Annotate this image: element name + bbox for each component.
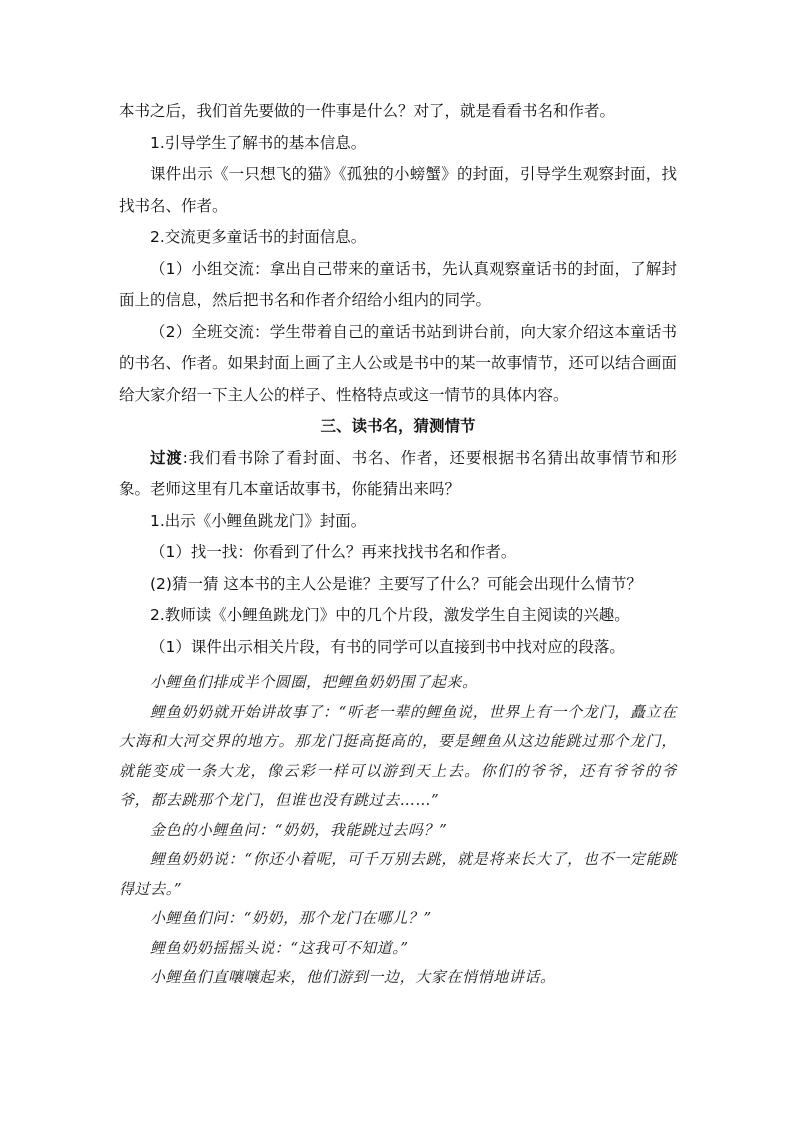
paragraph-intro: 本书之后，我们首先要做的一件事是什么？对了，就是看看书名和作者。 xyxy=(119,102,616,120)
item-1-a: （1）找一找：你看到了什么？再来找找书名和作者。 xyxy=(150,543,517,561)
document-body xyxy=(119,96,677,993)
excerpt-paragraph: 小鲤鱼们问：“奶奶，那个龙门在哪儿？” xyxy=(150,909,432,927)
excerpt-paragraph: 鲤鱼奶奶说：“你还小着呢，可千万别去跳，就是将来长大了，也不一定能跳得过去。” xyxy=(119,850,677,898)
transition-label: 过渡 xyxy=(150,448,183,467)
paragraph-group-exchange: （1）小组交流：拿出自己带来的童话书，先认真观察童话书的封面，了解封面上的信息，然后把书名和作者介绍给小组内的同学。 xyxy=(119,259,677,309)
item-1-b: (2)猜一猜 这本书的主人公是谁？主要写了什么？可能会出现什么情节？ xyxy=(150,574,642,593)
excerpt-paragraph: 小鲤鱼们排成半个圆圈，把鲤鱼奶奶围了起来。 xyxy=(150,673,478,691)
excerpt-paragraph: 鲤鱼奶奶就开始讲故事了：“听老一辈的鲤鱼说，世界上有一个龙门，矗立在大海和大河交界的地方。那龙门挺高挺高的，要是鲤鱼从这边能跳过那个龙门，就能变成一条大龙，像云彩一样可以游到天上去。你们的爷爷，还有爷爷的爷爷，都去跳那个龙门，但谁也没有跳过去……” xyxy=(119,702,677,809)
excerpt-paragraph: 小鲤鱼们直嚷嚷起来，他们游到一边，大家在悄悄地讲话。 xyxy=(150,968,556,986)
paragraph-transition xyxy=(119,443,677,506)
step-2: 2.交流更多童话书的封面信息。 xyxy=(150,228,367,246)
excerpt-paragraph: 金色的小鲤鱼问：“奶奶，我能跳过去吗？” xyxy=(150,820,448,839)
transition-text: :我们看书除了看封面、书名、作者，还要根据书名猜出故事情节和形象。老师这里有几本童话故事书，你能猜出来吗？ xyxy=(119,448,677,498)
step-1: 1.引导学生了解书的基本信息。 xyxy=(150,133,367,152)
paragraph-class-exchange: （2）全班交流：学生带着自己的童话书站到讲台前，向大家介绍这本童话书的书名、作者。如果封面上画了主人公或是书中的某一故事情节，还可以结合画面给大家介绍一下主人公的样子、性格特点或这一情节的具体内容。 xyxy=(119,322,678,404)
item-2: 2.教师读《小鲤鱼跳龙门》中的几个片段，激发学生自主阅读的兴趣。 xyxy=(150,606,630,624)
item-1: 1.出示《小鲤鱼跳龙门》封面。 xyxy=(150,511,367,530)
story-excerpt xyxy=(119,668,677,993)
section-heading: 三、读书名，猜测情节 xyxy=(320,417,476,435)
excerpt-paragraph: 鲤鱼奶奶摇摇头说：“这我可不知道。” xyxy=(150,938,409,957)
item-2-a: （1）课件出示相关片段，有书的同学可以直接到书中找对应的段落。 xyxy=(150,637,625,656)
paragraph-courseware: 课件出示《一只想飞的猫》《孤独的小螃蟹》的封面，引导学生观察封面，找找书名、作者。 xyxy=(119,165,677,215)
